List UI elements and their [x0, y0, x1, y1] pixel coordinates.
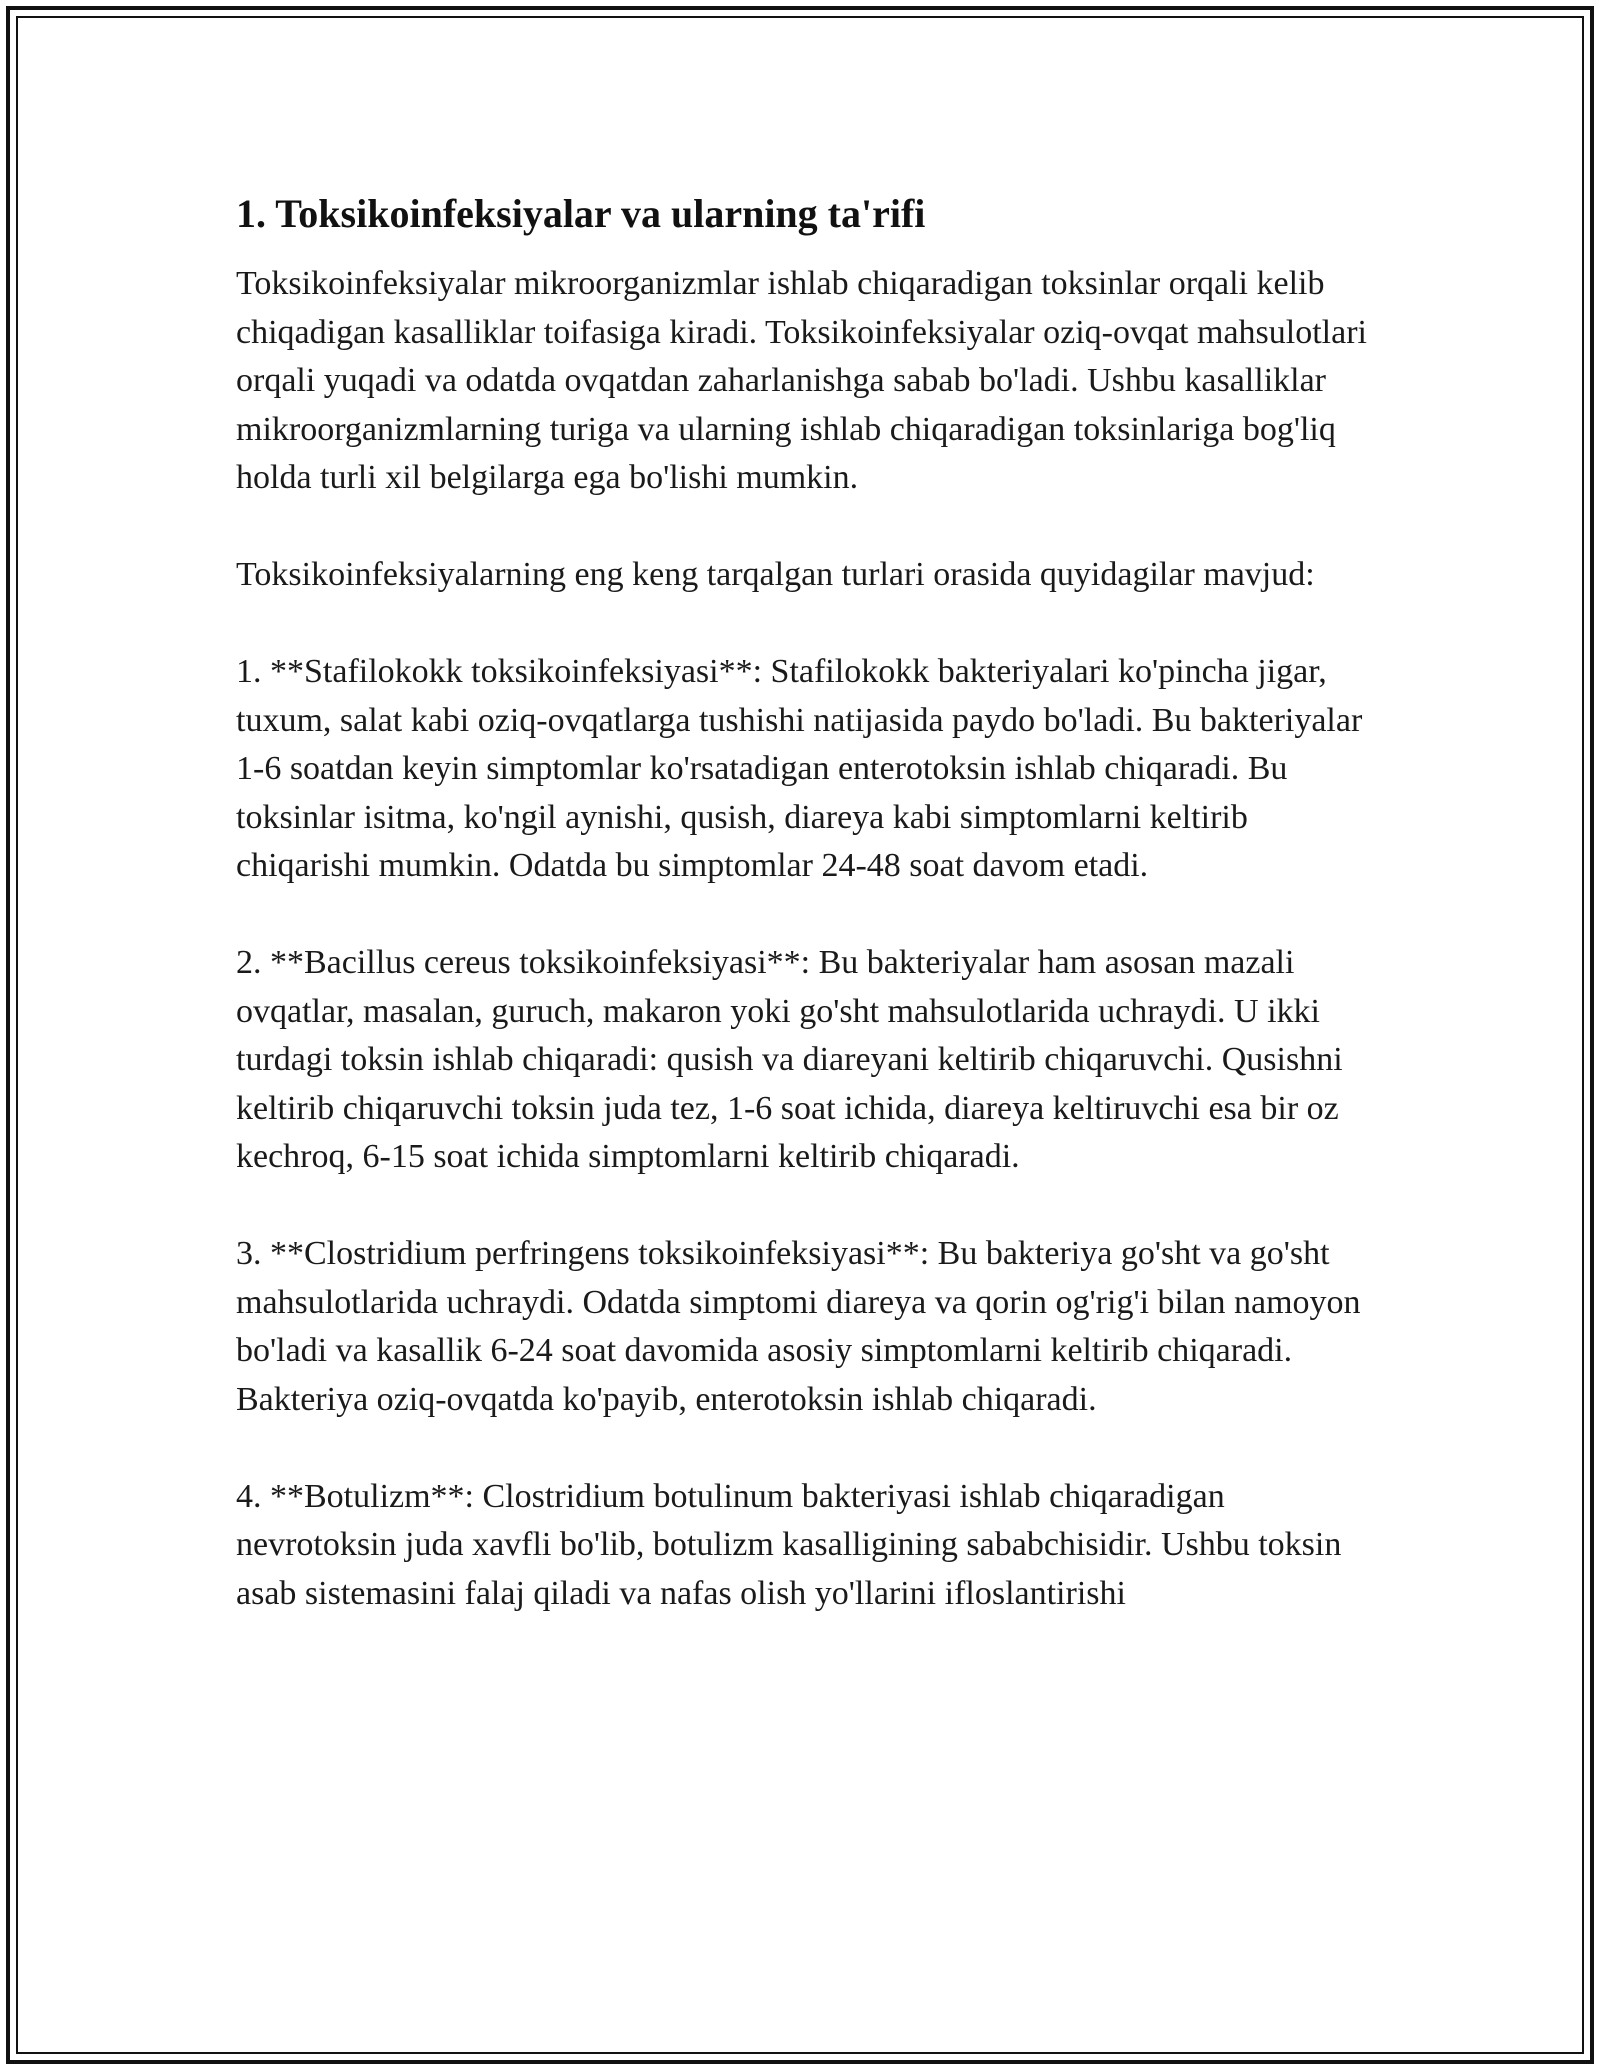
paragraph-intro: Toksikoinfeksiyalar mikroorganizmlar ishlab chiqaradigan toksinlar orqali kelib chiqadigan kasalliklar toifasiga kiradi. Toksikoinfeksiyalar oziq-ovqat mahsulotlari orqali yuqadi va odatda ovqatdan zaharlanishga sabab bo'ladi. Ushbu kasalliklar mikroorganizmlarning turiga va ularning ishlab chiqaradigan toksinlariga bog'liq holda turli xil belgilarga ega bo'lishi mumkin.	[236, 265, 1367, 496]
section-heading: 1. Toksikoinfeksiyalar va ularning ta'rifi	[236, 191, 926, 236]
document-body	[236, 186, 1376, 1618]
paragraph-bacillus-cereus: 2. **Bacillus cereus toksikoinfeksiyasi**: Bu bakteriyalar ham asosan mazali ovqatlar, masalan, guruch, makaron yoki go'sht mahsulotlarida uchraydi. U ikki turdagi toksin ishlab chiqaradi: qusish va diareyani keltirib chiqaruvchi. Qusishni keltirib chiqaruvchi toksin juda tez, 1-6 soat ichida, diareya keltiruvchi esa bir oz kechroq, 6-15 soat ichida simptomlarni keltirib chiqaradi.	[236, 944, 1343, 1175]
paragraph-clostridium-perfringens: 3. **Clostridium perfringens toksikoinfeksiyasi**: Bu bakteriya go'sht va go'sht mahsulotlarida uchraydi. Odatda simptomi diareya va qorin og'rig'i bilan namoyon bo'ladi va kasallik 6-24 soat davomida asosiy simptomlarni keltirib chiqaradi. Bakteriya oziq-ovqatda ko'payib, enterotoksin ishlab chiqaradi.	[236, 1235, 1361, 1418]
paragraph-botulism: 4. **Botulizm**: Clostridium botulinum bakteriyasi ishlab chiqaradigan nevrotoksin juda xavfli bo'lib, botulizm kasalligining sababchisidir. Ushbu toksin asab sistemasini falaj qiladi va nafas olish yo'llarini ifloslantirishi	[236, 1477, 1342, 1612]
paragraph-types-lead: Toksikoinfeksiyalarning eng keng tarqalgan turlari orasida quyidagilar mavjud:	[236, 556, 1315, 593]
paragraph-staphylococcus: 1. **Stafilokokk toksikoinfeksiyasi**: Stafilokokk bakteriyalari ko'pincha jigar, tuxum, salat kabi oziq-ovqatlarga tushishi natijasida paydo bo'ladi. Bu bakteriyalar 1-6 soatdan keyin simptomlar ko'rsatadigan enterotoksin ishlab chiqaradi. Bu toksinlar isitma, ko'ngil aynishi, qusish, diareya kabi simptomlarni keltirib chiqarishi mumkin. Odatda bu simptomlar 24-48 soat davom etadi.	[236, 653, 1363, 884]
